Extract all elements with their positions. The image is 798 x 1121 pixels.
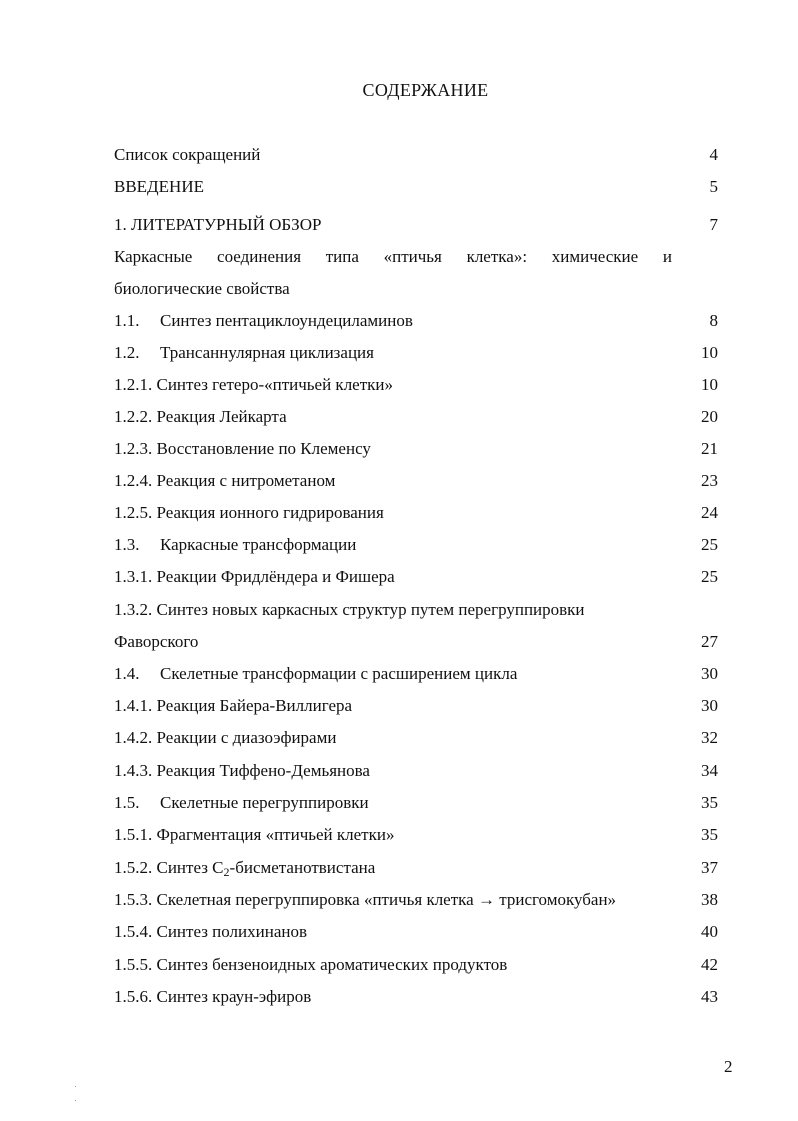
- toc-entry-text: 1.2.5. Реакция ионного гидрирования: [114, 503, 384, 522]
- toc-entry-text: Скелетные перегруппировки: [160, 793, 369, 812]
- toc-entry-page: 32: [701, 728, 718, 747]
- toc-entry-text: Список сокращений: [114, 145, 261, 164]
- toc-entry-page: 10: [701, 375, 718, 394]
- toc-entry-page: 30: [701, 696, 718, 715]
- toc-entry-text: Каркасные трансформации: [160, 535, 357, 554]
- toc-entry: [114, 373, 718, 397]
- toc-entry: [114, 953, 718, 977]
- toc-entry: [114, 791, 718, 815]
- toc-entry: [114, 341, 718, 365]
- toc-entry: [114, 405, 718, 429]
- toc-entry: [114, 533, 718, 557]
- toc-entry-page: 21: [701, 439, 718, 458]
- toc-entry: [114, 437, 718, 461]
- toc-entry: [114, 888, 718, 912]
- toc-entry-text: 1.5.2. Синтез $С_2$-бисметанотвистана: [114, 858, 376, 879]
- toc-entry-text: 1.2.3. Восстановление по Клеменсу: [114, 439, 371, 458]
- toc-entry-page: 10: [701, 343, 718, 362]
- toc-entry-page: 40: [701, 922, 718, 941]
- scan-speck: [75, 1100, 76, 1101]
- toc-entry: [114, 726, 718, 750]
- toc-entry-text: 1.5.6. Синтез краун-эфиров: [114, 987, 312, 1006]
- toc-entry-page: 35: [701, 793, 718, 812]
- toc-entry: [114, 469, 718, 493]
- toc-entry-text: 1.4.1. Реакция Байера-Виллигера: [114, 696, 353, 715]
- toc-entry: [114, 213, 718, 237]
- toc-entry-page: 4: [709, 145, 718, 164]
- toc-entry: [114, 662, 718, 686]
- toc-entry-page: 37: [701, 858, 718, 877]
- toc-entry-text: 1.2.1. Синтез гетеро-«птичьей клетки»: [114, 375, 394, 394]
- toc-entry-page: 42: [701, 955, 718, 974]
- toc-entry-page: 23: [701, 471, 718, 490]
- toc-entry-text-line1: 1.3.2. Синтез новых каркасных структур путем перегруппировки: [114, 600, 585, 619]
- page-number: 2: [724, 1057, 733, 1076]
- toc-entry-text: Скелетные трансформации с расширением цикла: [160, 664, 518, 683]
- subscript: 2: [223, 865, 230, 879]
- toc-entry: [114, 309, 718, 333]
- page-title: СОДЕРЖАНИЕ: [362, 80, 489, 100]
- toc-entry: [114, 175, 718, 199]
- toc-entry-page: 25: [701, 535, 718, 554]
- toc-entry: [114, 856, 718, 880]
- toc-section-number: 1.4.: [114, 664, 140, 683]
- toc-entry-text: Синтез пентациклоундециламинов: [160, 311, 413, 330]
- toc-entry: [114, 694, 718, 718]
- toc-section-number: 1.1.: [114, 311, 140, 330]
- toc-entry-page: 34: [701, 761, 718, 780]
- toc-entry-page: 20: [701, 407, 718, 426]
- toc-entry-text-line2: Фаворского: [114, 632, 199, 651]
- toc-entry-page: 30: [701, 664, 718, 683]
- toc-entry: [114, 759, 718, 783]
- toc-entry-text: 1.5.5. Синтез бензеноидных ароматических продуктов: [114, 955, 508, 974]
- toc-entry-page: 24: [701, 503, 718, 522]
- toc-entry-page: 8: [709, 311, 718, 330]
- toc-entry-text: 1.4.3. Реакция Тиффено-Демьянова: [114, 761, 370, 780]
- toc-entry-text: 1.5.3. Скелетная перегруппировка «птичья клетка → трисгомокубан»: [114, 890, 617, 909]
- toc-section-number: 1.5.: [114, 793, 140, 812]
- toc-entry-page: 27: [701, 632, 718, 651]
- toc-entry-text-line2: биологические свойства: [114, 279, 290, 298]
- toc-entry: [114, 501, 718, 525]
- toc-entry-page: 43: [701, 987, 718, 1006]
- toc-entry: [114, 143, 718, 167]
- toc-entry-text: 1.2.4. Реакция с нитрометаном: [114, 471, 336, 490]
- toc-entry-text: Трансаннулярная циклизация: [160, 343, 374, 362]
- toc-entry: [114, 920, 718, 944]
- toc-entry-text: 1.2.2. Реакция Лейкарта: [114, 407, 287, 426]
- toc-entry-text: 1.5.1. Фрагментация «птичьей клетки»: [114, 825, 395, 844]
- toc-entry: [114, 630, 718, 654]
- toc-entry-page: 35: [701, 825, 718, 844]
- toc-entry: [114, 565, 718, 589]
- toc-entry-text: 1. ЛИТЕРАТУРНЫЙ ОБЗОР: [114, 215, 322, 234]
- toc-entry: [114, 985, 718, 1009]
- toc-entry-text: 1.4.2. Реакции с диазоэфирами: [114, 728, 337, 747]
- toc-entry-page: 38: [701, 890, 718, 909]
- toc-entry-page: 25: [701, 567, 718, 586]
- toc-entry-page: 7: [709, 215, 718, 234]
- toc-entry: [114, 598, 718, 622]
- toc-entry: [114, 277, 718, 301]
- toc-section-number: 1.2.: [114, 343, 140, 362]
- toc-section-number: 1.3.: [114, 535, 140, 554]
- toc-entry-text: 1.3.1. Реакции Фридлёндера и Фишера: [114, 567, 395, 586]
- toc-entry-text-line1: Каркасные соединения типа «птичья клетка»: химические и: [114, 247, 672, 266]
- toc-entry-text: ВВЕДЕНИЕ: [114, 177, 204, 196]
- toc-entry: [114, 823, 718, 847]
- toc-entry-page: 5: [709, 177, 718, 196]
- scan-speck: [75, 1086, 76, 1087]
- toc-entry-text: 1.5.4. Синтез полихинанов: [114, 922, 308, 941]
